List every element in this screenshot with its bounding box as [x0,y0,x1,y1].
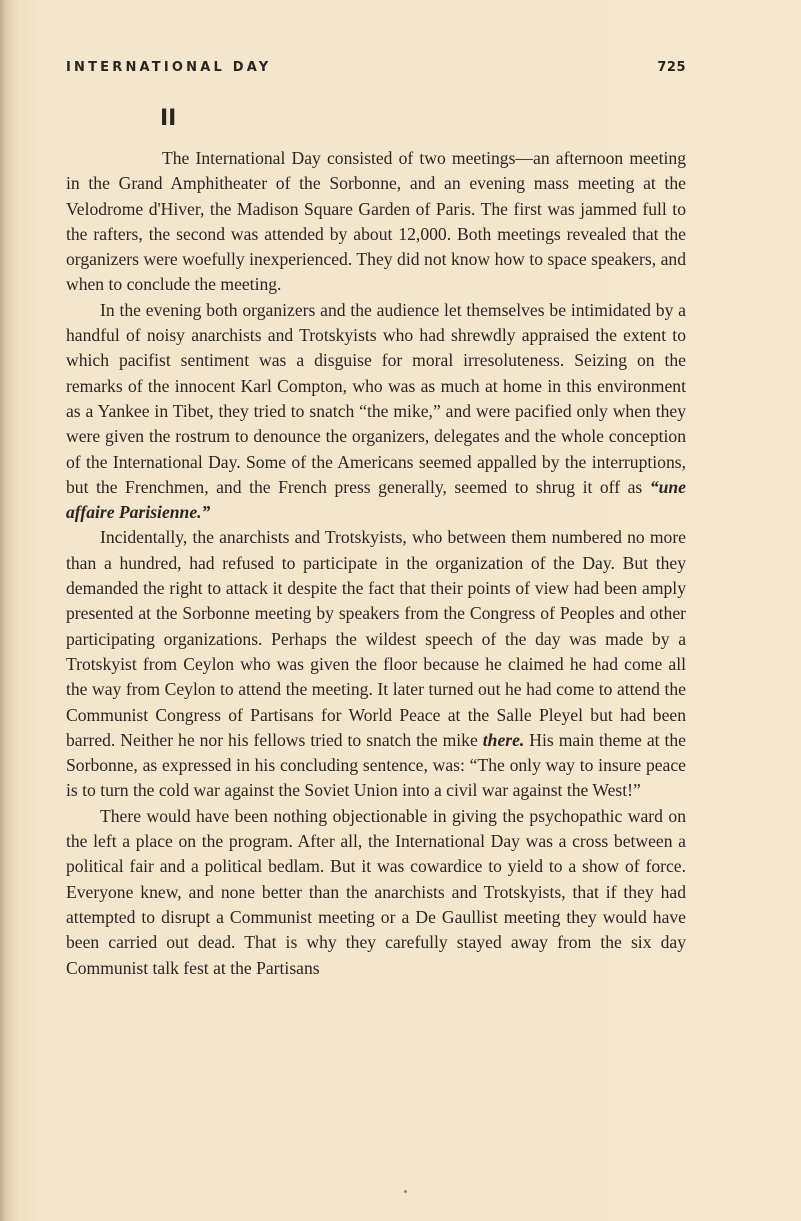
paragraph-2-italic-phrase: “une affaire Parisienne.” [66,476,686,523]
ink-speck [404,1190,407,1193]
running-header [66,60,686,80]
paragraph-3-text: Incidentally, the anarchists and Trotskyists, who between them numbered no more than a hundred, had refused to participate in the organization of the Day. But they demanded the right to attack it despite the fact that their points of view had been amply presented at the Sorbonne meeting by speakers from the Congress of Peoples and other participating organizations. Perhaps the wildest speech of the day was made by a Trotskyist from Ceylon who was given the floor because he claimed he had come all the way from Ceylon to attend the meeting. It later turned out he had come to attend the Communist Congress of Partisans for World Peace at the Salle Pleyel but had been barred. Neither he nor his fellows tried to snatch the mike [66,527,686,750]
paragraph-4 [66,804,686,981]
paragraph-2 [66,298,686,526]
paragraph-1-text: The International Day consisted of two meetings—an afternoon meeting in the Grand Amphitheater of the Sorbonne, and an evening mass meeting at the Velodrome d'Hiver, the Madison Square Garden of Paris. The first was jammed full to the rafters, the second was attended by about 12,000. Both meetings revealed that the organizers were woefully inexperienced. They did not know how to space speakers, and when to conclude the meeting. [66,148,686,295]
paragraph-1 [66,146,686,298]
paragraph-2-text: In the evening both organizers and the audience let themselves be intimidated by a handful of noisy anarchists and Trotskyists who had shrewdly appraised the extent to which pacifist sentiment was a disguise for moral irresoluteness. Seizing on the remarks of the innocent Karl Compton, who was as much at home in this environment as a Yankee in Tibet, they tried to snatch “the mike,” and were pacified only when they were given the rostrum to denounce the organizers, delegates and the whole conception of the International Day. Some of the Americans seemed appalled by the interruptions, but the Frenchmen, and the French press generally, seemed to shrug it off as [66,299,686,497]
paragraph-4-text: There would have been nothing objectionable in giving the psychopathic ward on the left a place on the program. After all, the International Day was a cross between a political fair and a political bedlam. But it was cowardice to yield to a show of force. Everyone knew, and none better than the anarchists and Trotskyists, that if they had attempted to disrupt a Communist meeting or a De Gaullist meeting they would have been carried out dead. That is why they carefully stayed away from the six day Communist talk fest at the Partisans [66,805,686,978]
page-number: 725 [657,60,686,75]
paragraph-3 [66,525,686,803]
paragraph-3-italic-word: there. [482,729,525,750]
body-text [66,146,686,981]
paragraph-3-tail: His main theme at the Sorbonne, as expressed in his concluding sentence, was: “The only way to insure peace is to turn the cold war against the Soviet Union into a civil war against the West!” [66,729,686,801]
running-title: INTERNATIONAL DAY [66,60,272,75]
section-numeral: II [160,106,177,131]
